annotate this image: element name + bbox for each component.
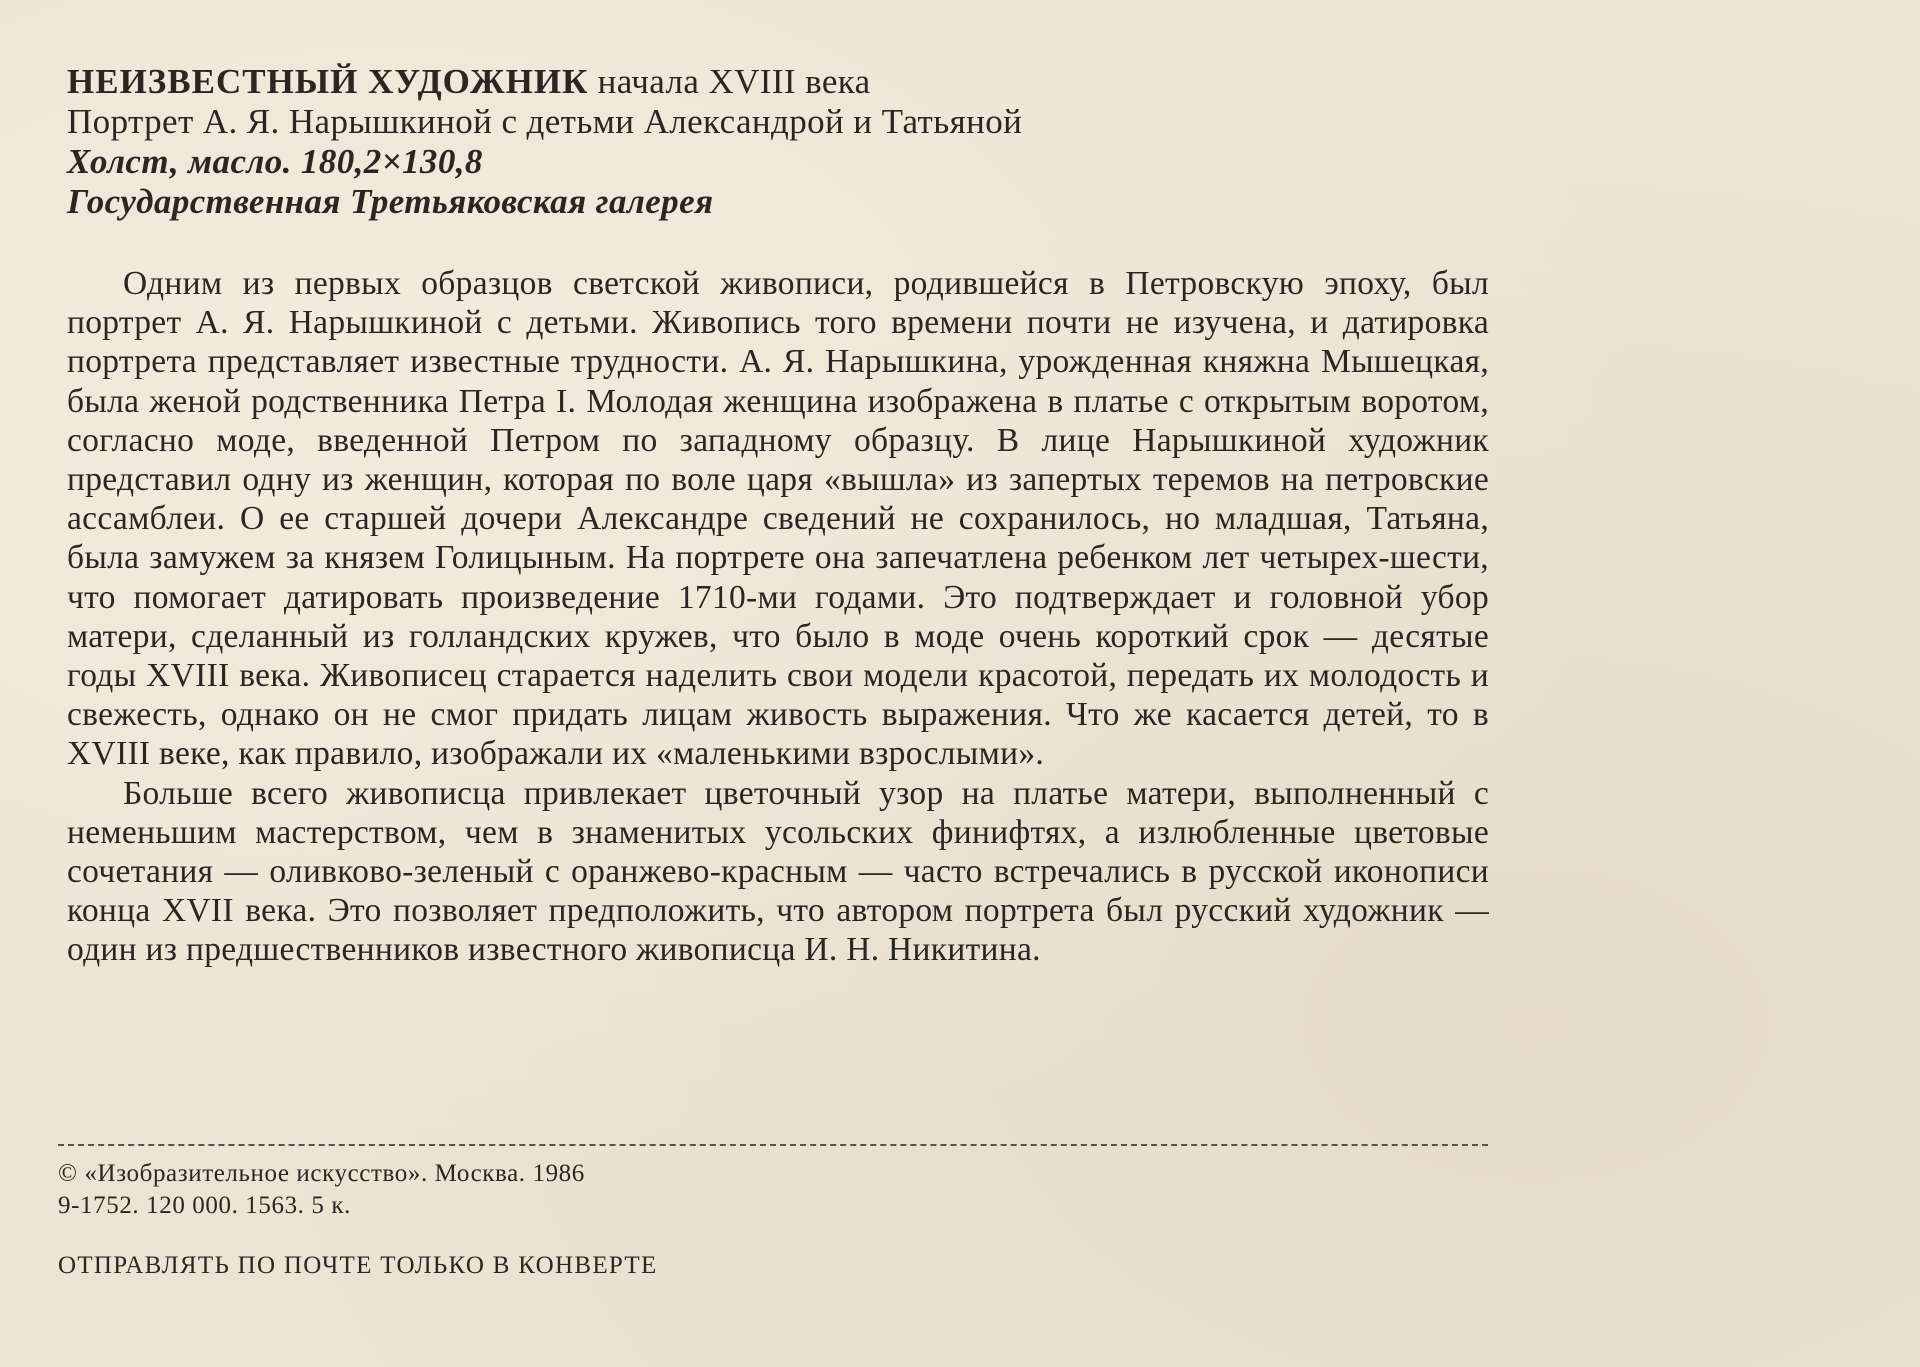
copyright-line: © «Изобразительное искусство». Москва. 1986 — [58, 1160, 585, 1187]
artwork-medium: Холст, масло. 180,2×130,8 — [67, 142, 483, 181]
artist-name: НЕИЗВЕСТНЫЙ ХУДОЖНИК — [67, 62, 589, 101]
description-paragraph: Одним из первых образцов светской живописи, родившейся в Петровскую эпоху, был портрет А. Я. Нарышкиной с детьми. Живопись того времени почти не изучена, и датировка портрета представляет известные трудности. А. Я. Нарышкина, урожденная княжна Мышецкая, была женой родственника Петра I. Молодая женщина изображена в платье с открытым воротом, согласно моде, введенной Петром по западному образцу. В лице Нарышкиной художник представил одну из женщин, которая по воле царя «вышла» из запертых теремов на петровские ассамблеи. О ее старшей дочери Александре сведений не сохранилось, но младшая, Татьяна, была замужем за князем Голицыным. На портрете она запечатлена ребенком лет четырех-шести, что помогает датировать произведение 1710-ми годами. Это подтверждает и головной убор матери, сделанный из голландских кружев, что было в моде очень короткий срок — десятые годы XVIII века. Живописец старается наделить свои модели красотой, передать их молодость и свежесть, однако он не смог придать лицам живость выражения. Что же касается детей, то в XVIII веке, как правило, изображали их «маленькими взрослыми». — [67, 265, 1489, 773]
divider-line — [58, 1144, 1488, 1146]
publisher-info — [58, 1158, 585, 1222]
mailing-notice: ОТПРАВЛЯТЬ ПО ПОЧТЕ ТОЛЬКО В КОНВЕРТЕ — [58, 1252, 658, 1279]
artwork-title: Портрет А. Я. Нарышкиной с детьми Александрой и Татьяной — [67, 102, 1023, 141]
description-text — [67, 264, 1489, 970]
artwork-collection: Государственная Третьяковская галерея — [67, 182, 714, 221]
description-paragraph: Больше всего живописца привлекает цветочный узор на платье матери, выполненный с неменьшим мастерством, чем в знаменитых усольских финифтях, а излюбленные цветовые сочетания — оливково-зеленый с оранжево-красным — часто встречались в русской иконописи конца XVII века. Это позволяет предположить, что автором портрета был русский художник — один из предшественников известного живописца И. Н. Никитина. — [67, 774, 1489, 969]
artist-period: начала XVIII века — [597, 62, 871, 101]
artist-line — [67, 62, 1487, 102]
imprint-line: 9-1752. 120 000. 1563. 5 к. — [58, 1192, 351, 1219]
artwork-header — [67, 62, 1487, 222]
